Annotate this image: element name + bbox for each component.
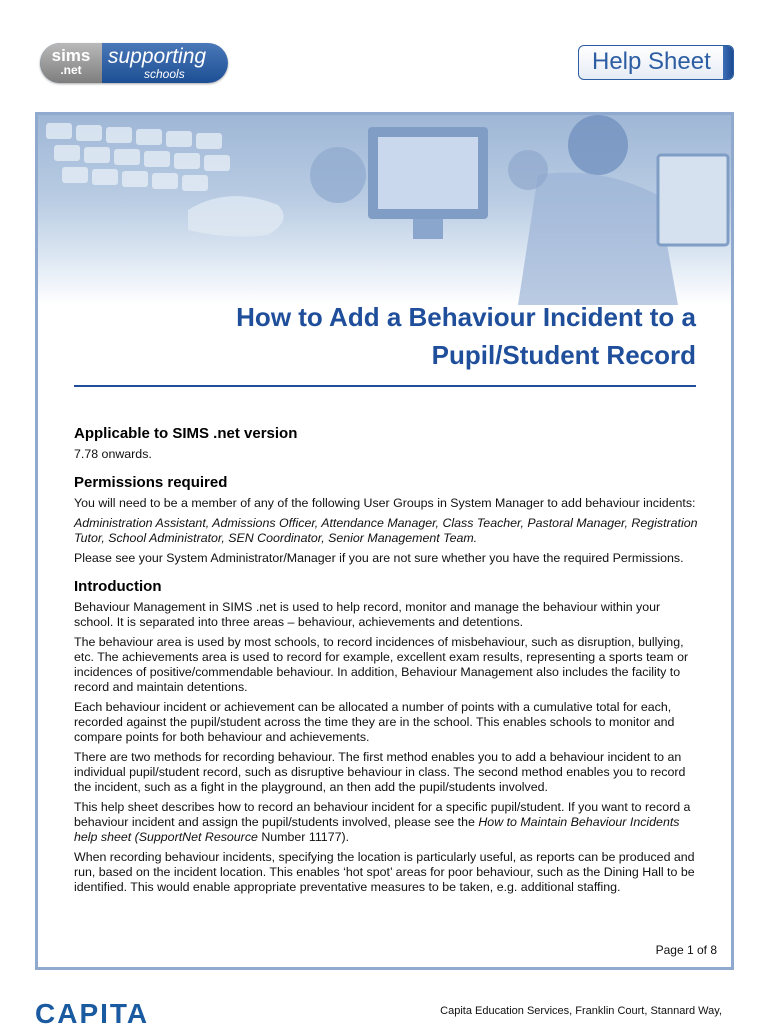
logo-supporting-text: supporting (108, 45, 207, 68)
page-title (74, 298, 696, 374)
introduction-paragraph-5 (74, 800, 699, 845)
permissions-paragraph-1: You will need to be a member of any of the following User Groups in System Manager to add behaviour incidents: (74, 496, 696, 510)
logo-sims-text: sims (51, 46, 91, 65)
keyboard-illustration (46, 123, 230, 191)
logo-net-text: .net (60, 63, 82, 77)
document-frame (35, 112, 734, 970)
permissions-heading: Permissions required (74, 474, 228, 491)
header-banner-image (38, 115, 731, 305)
introduction-paragraph-3: Each behaviour incident or achievement can be allocated a number of points with a cumulative total for each, recorded against the pupil/student across the time they are in the school. This enables schools to monitor and compare points for both behaviour and achievements. (74, 700, 675, 744)
help-sheet-tab (723, 46, 733, 79)
p5-text-end: Number 11177). (257, 830, 350, 844)
capita-logo: CAPITA (35, 998, 150, 1029)
permissions-paragraph-2: Please see your System Administrator/Manager if you are not sure whether you have the required Permissions. (74, 551, 684, 565)
p5-text-start: This help sheet describes how to record an behaviour incident for a specific pupil/student. If you want to record a behaviour incident and assign the pupil/students involved, please see the (74, 800, 691, 829)
page-number: Page 1 of 8 (655, 943, 717, 957)
banner-illustration (38, 115, 731, 305)
applicable-text: 7.78 onwards. (74, 447, 152, 461)
help-sheet-label: Help Sheet (592, 48, 711, 75)
footer-address: Capita Education Services, Franklin Court, Stannard Way, (440, 1005, 722, 1017)
sims-supporting-schools-logo (40, 43, 228, 83)
introduction-paragraph-4: There are two methods for recording behaviour. The first method enables you to add a behaviour incident to an individual pupil/student record, such as disruptive behaviour in class. The second method enables you to record the incident, such as a fight in the playground, an then add the pupil/students involved. (74, 750, 686, 794)
applicable-heading: Applicable to SIMS .net version (74, 425, 298, 442)
right-monitor-illustration (658, 155, 728, 245)
monitor-illustration (368, 127, 488, 239)
document-body (74, 425, 699, 900)
title-line-1: How to Add a Behaviour Incident to a (236, 302, 696, 332)
permissions-user-groups: Administration Assistant, Admissions Officer, Attendance Manager, Class Teacher, Pastoral Manager, Registration Tutor, School Administrator, SEN Coordinator, Senior Management Team. (74, 516, 698, 545)
introduction-paragraph-2: The behaviour area is used by most schools, to record incidences of misbehaviour, such as disruption, bullying, etc. The achievements area is used to record for example, excellent exam results, representing a sports team or incidences of positive/commendable behaviour. In addition, Behaviour Management also includes the facility to record and maintain detentions. (74, 635, 689, 694)
help-sheet-badge (578, 45, 734, 80)
sims-logo-segment (40, 43, 102, 83)
student-silhouette (310, 147, 366, 203)
introduction-heading: Introduction (74, 578, 162, 595)
introduction-paragraph-1: Behaviour Management in SIMS .net is used to help record, monitor and manage the behaviour within your school. It is separated into three areas – behaviour, achievements and detentions. (74, 600, 661, 629)
help-sheet-reference: How to Maintain Behaviour Incidents help sheet (SupportNet Resource (74, 815, 680, 844)
introduction-paragraph-6: When recording behaviour incidents, specifying the location is particularly useful, as reports can be produced and run, based on the incident location. This enables ‘hot spot’ areas for poor behaviour, such as the Dining Hall to be identified. This would enable appropriate preventative measures to be taken, e.g. additional staffing. (74, 850, 695, 894)
supporting-schools-segment (108, 43, 226, 83)
title-divider (74, 385, 696, 387)
logo-schools-text: schools (144, 67, 185, 81)
teacher-silhouette (568, 115, 628, 175)
title-line-2: Pupil/Student Record (431, 340, 696, 370)
hand-illustration (188, 196, 284, 237)
